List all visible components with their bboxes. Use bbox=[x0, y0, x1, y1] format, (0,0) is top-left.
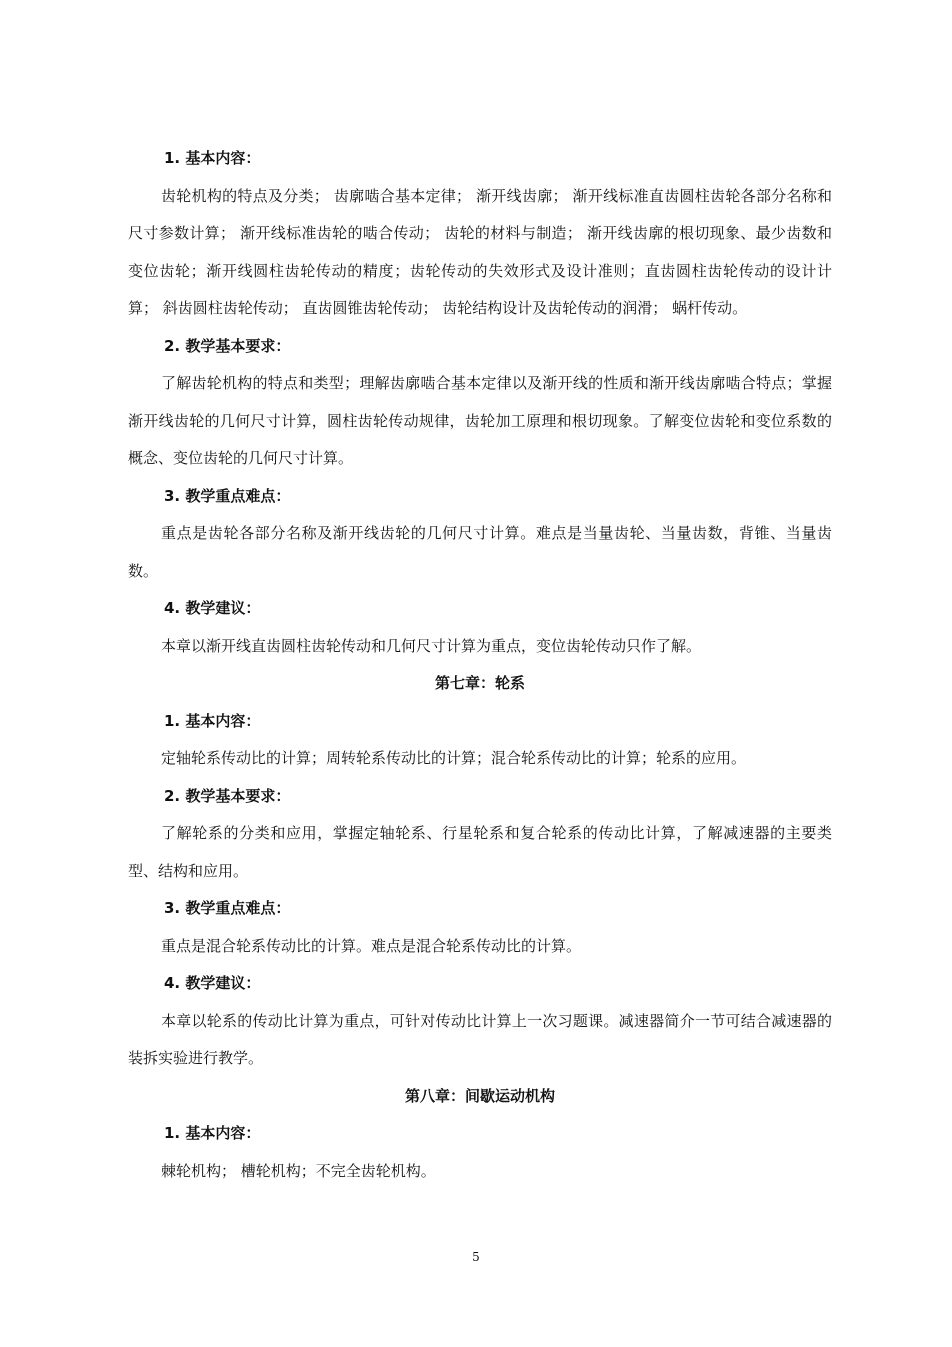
ch7-title: 第七章：轮系 bbox=[434, 674, 525, 692]
ch7-requirements-text: 了解轮系的分类和应用，掌握定轴轮系、行星轮系和复合轮系的传动比计算，了解减速器的主要类型、结构和应用。 bbox=[128, 824, 832, 880]
ch7-suggestions-text: 本章以轮系的传动比计算为重点，可针对传动比计算上一次习题课。减速器简介一节可结合减速器的装拆实验进行教学。 bbox=[128, 1011, 832, 1067]
ch8-basic-content-text: 棘轮机构； 槽轮机构；不完全齿轮机构。 bbox=[161, 1161, 436, 1180]
ch6-suggestions-text: 本章以渐开线直齿圆柱齿轮传动和几何尺寸计算为重点，变位齿轮传动只作了解。 bbox=[161, 636, 702, 655]
document-body bbox=[128, 140, 832, 1190]
ch7-basic-content-heading: 1. 基本内容： bbox=[164, 711, 261, 730]
ch7-requirements-heading: 2. 教学基本要求： bbox=[164, 786, 291, 805]
page-number: 5 bbox=[472, 1250, 480, 1264]
ch6-key-points-text: 重点是齿轮各部分名称及渐开线齿轮的几何尺寸计算。难点是当量齿轮、当量齿数，背锥、当量齿数。 bbox=[128, 524, 832, 580]
ch6-requirements-heading: 2. 教学基本要求： bbox=[164, 336, 291, 355]
ch6-basic-content-heading: 1. 基本内容： bbox=[164, 149, 261, 167]
ch8-title: 第八章：间歇运动机构 bbox=[404, 1086, 555, 1105]
ch7-basic-content-text: 定轴轮系传动比的计算；周转轮系传动比的计算；混合轮系传动比的计算；轮系的应用。 bbox=[161, 749, 747, 767]
ch6-requirements-text: 了解齿轮机构的特点和类型；理解齿廓啮合基本定律以及渐开线的性质和渐开线齿廓啮合特点；掌握渐开线齿轮的几何尺寸计算，圆柱齿轮传动规律，齿轮加工原理和根切现象。了解变位齿轮和变位系数的概念、变位齿轮的几何尺寸计算。 bbox=[128, 374, 832, 467]
ch8-basic-content-heading: 1. 基本内容： bbox=[164, 1124, 261, 1142]
ch6-key-points-heading: 3. 教学重点难点： bbox=[164, 486, 291, 505]
ch6-suggestions-heading: 4. 教学建议： bbox=[164, 599, 261, 617]
ch7-key-points-heading: 3. 教学重点难点： bbox=[164, 899, 291, 917]
ch7-suggestions-heading: 4. 教学建议： bbox=[164, 974, 261, 992]
ch7-key-points-text: 重点是混合轮系传动比的计算。难点是混合轮系传动比的计算。 bbox=[161, 936, 582, 955]
ch6-basic-content-text: 齿轮机构的特点及分类； 齿廓啮合基本定律； 渐开线齿廓； 渐开线标准直齿圆柱齿轮各部分名称和尺寸参数计算； 渐开线标准齿轮的啮合传动； 齿轮的材料与制造； 渐开线齿廓的根切现象、最少齿数和变位齿轮；渐开线圆柱齿轮传动的精度；齿轮传动的失效形式及设计准则；直齿圆柱齿轮传动的设计计算； 斜齿圆柱齿轮传动； 直齿圆锥齿轮传动； 齿轮结构设计及齿轮传动的润滑； 蜗杆传动。 bbox=[128, 186, 832, 317]
